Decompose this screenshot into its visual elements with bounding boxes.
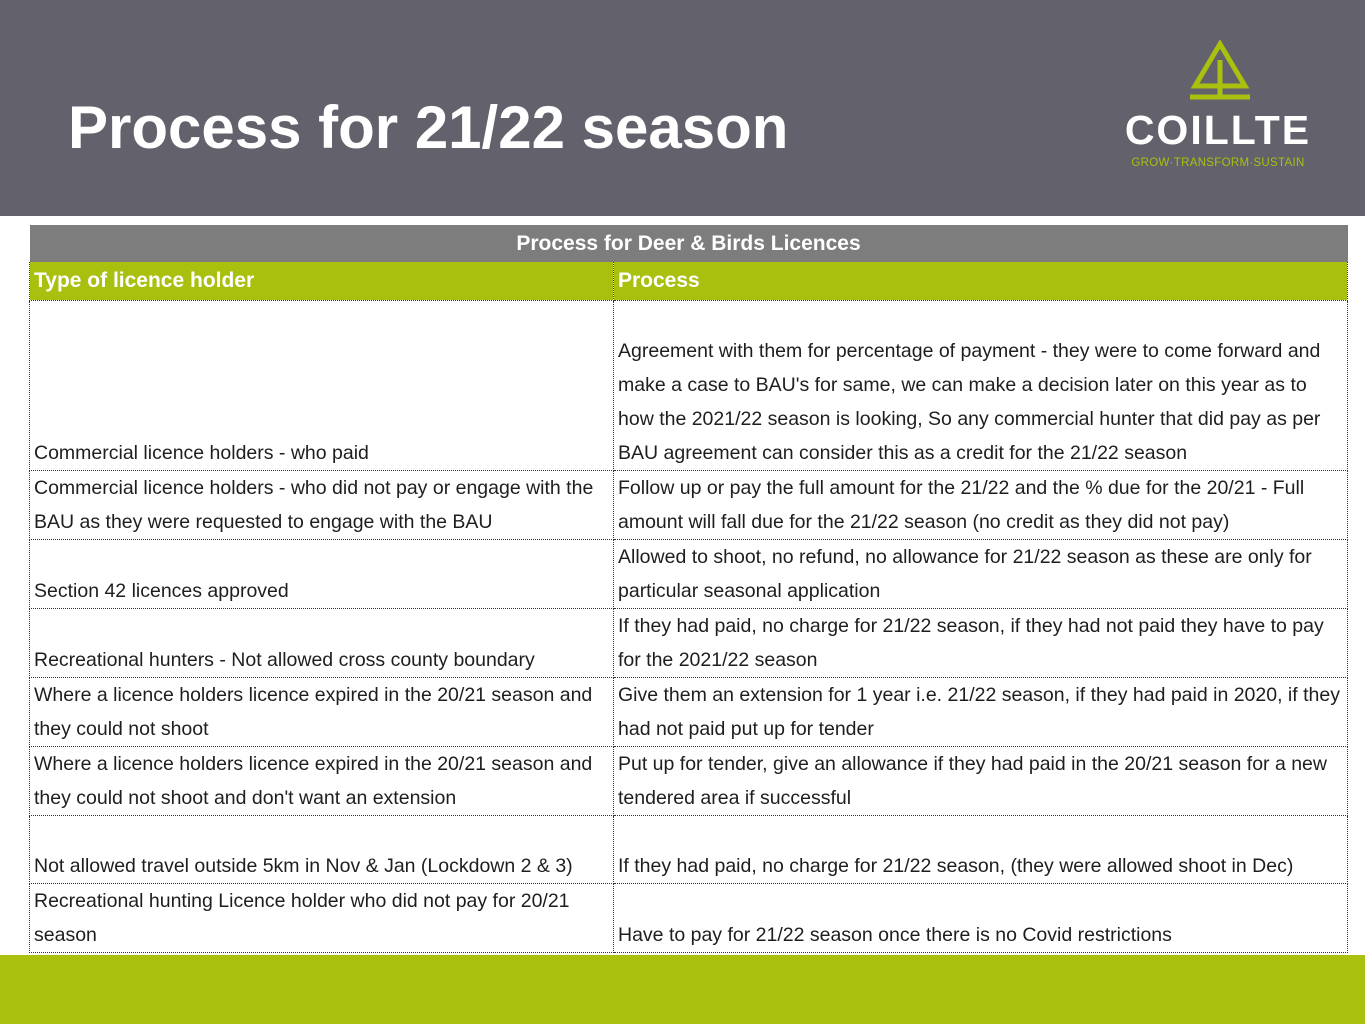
slide-title: Process for 21/22 season xyxy=(68,94,789,161)
licence-type-cell: Where a licence holders licence expired in the 20/21 season and they could not shoot xyxy=(30,678,614,747)
footer-bar xyxy=(0,955,1365,1024)
licence-type-cell: Commercial licence holders - who paid xyxy=(30,301,614,471)
tree-triangle-icon xyxy=(1188,40,1252,102)
licence-process-table xyxy=(29,225,1347,953)
coillte-logo xyxy=(1112,40,1324,175)
header-bar xyxy=(0,0,1365,216)
licence-type-cell: Commercial licence holders - who did not pay or engage with the BAU as they were requested to engage with the BAU xyxy=(30,471,614,540)
logo-tagline: GROW·TRANSFORM·SUSTAIN xyxy=(1131,157,1305,169)
column-header-type: Type of licence holder xyxy=(30,262,614,301)
table-row xyxy=(30,747,1348,816)
process-cell: Have to pay for 21/22 season once there is no Covid restrictions xyxy=(614,884,1348,953)
process-cell: Follow up or pay the full amount for the 21/22 and the % due for the 20/21 - Full amount will fall due for the 21/22 season (no credit as they did not pay) xyxy=(614,471,1348,540)
process-cell: If they had paid, no charge for 21/22 season, (they were allowed shoot in Dec) xyxy=(614,816,1348,884)
column-header-process: Process xyxy=(614,262,1348,301)
licence-type-cell: Recreational hunting Licence holder who did not pay for 20/21 season xyxy=(30,884,614,953)
licence-type-cell: Recreational hunters - Not allowed cross county boundary xyxy=(30,609,614,678)
process-cell: Agreement with them for percentage of payment - they were to come forward and make a case to BAU's for same, we can make a decision later on this year as to how the 2021/22 season is looking, So any commercial hunter that did pay as per BAU agreement can consider this as a credit for the 21/22 season xyxy=(614,301,1348,471)
process-cell: Put up for tender, give an allowance if they had paid in the 20/21 season for a new tendered area if successful xyxy=(614,747,1348,816)
licence-type-cell: Section 42 licences approved xyxy=(30,540,614,609)
table-row xyxy=(30,471,1348,540)
process-cell: Give them an extension for 1 year i.e. 21/22 season, if they had paid in 2020, if they had not paid put up for tender xyxy=(614,678,1348,747)
table-banner: Process for Deer & Birds Licences xyxy=(30,225,1348,262)
table-row xyxy=(30,884,1348,953)
licence-type-cell: Not allowed travel outside 5km in Nov & Jan (Lockdown 2 & 3) xyxy=(30,816,614,884)
table-banner-row xyxy=(30,225,1348,262)
table-row xyxy=(30,301,1348,471)
table-row xyxy=(30,540,1348,609)
logo-wordmark: COILLTE xyxy=(1124,107,1312,153)
table-header-row xyxy=(30,262,1348,301)
table-row xyxy=(30,609,1348,678)
process-cell: If they had paid, no charge for 21/22 season, if they had not paid they have to pay for the 2021/22 season xyxy=(614,609,1348,678)
table-row xyxy=(30,816,1348,884)
process-cell: Allowed to shoot, no refund, no allowance for 21/22 season as these are only for particular seasonal application xyxy=(614,540,1348,609)
table-row xyxy=(30,678,1348,747)
licence-type-cell: Where a licence holders licence expired in the 20/21 season and they could not shoot and don't want an extension xyxy=(30,747,614,816)
